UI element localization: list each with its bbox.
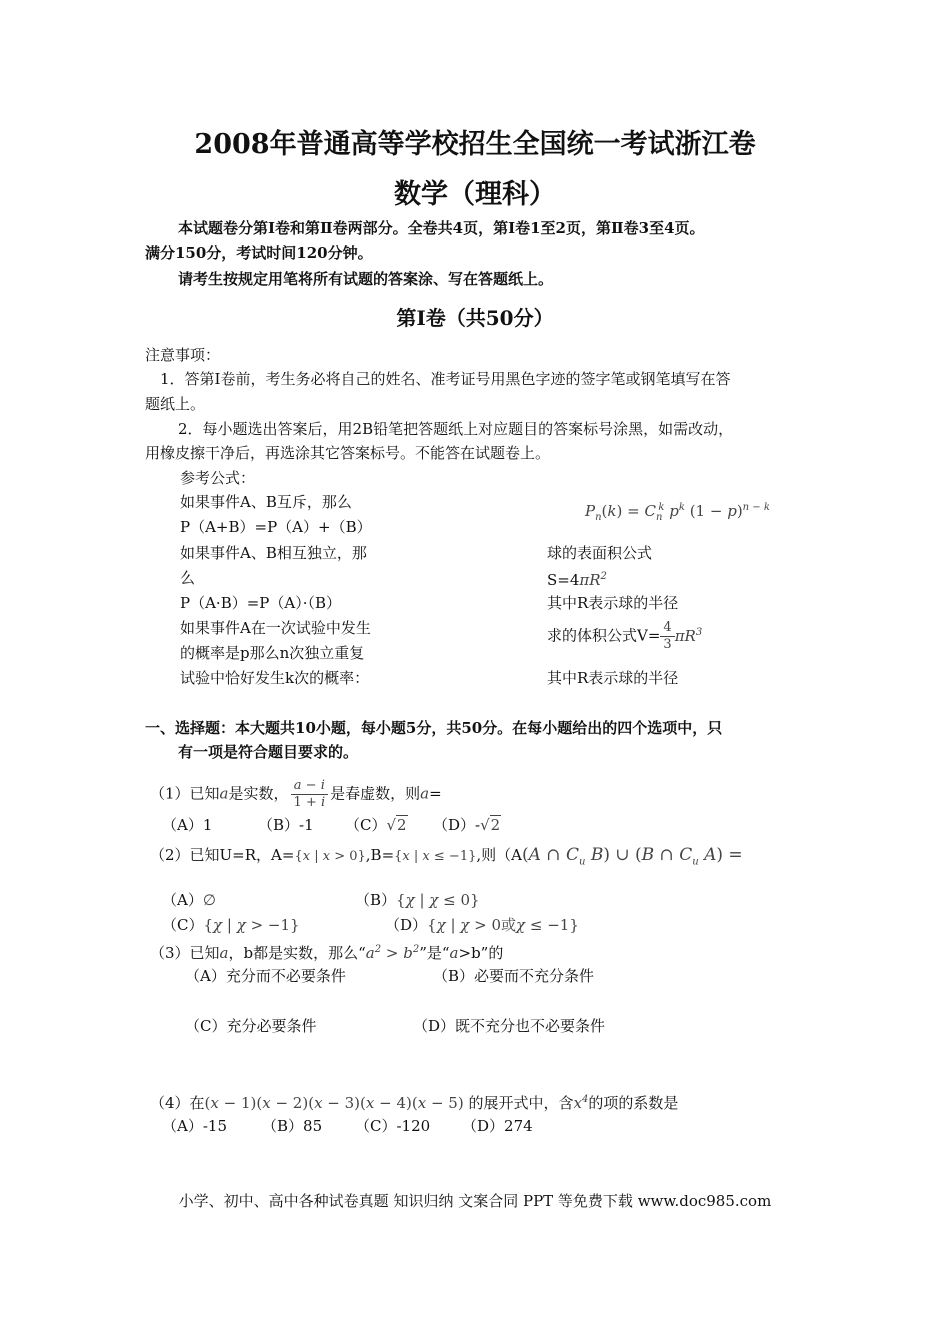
four-thirds-fraction: $\frac{4}{3}$ [660,620,674,653]
formula-right-3: 其中R表示球的半径 [547,594,679,612]
formula-right-4: 求的体积公式V= [547,626,661,645]
q4-option-c: （C）-120 [355,1117,431,1135]
intro-line-2: 满分150分，考试时间120分钟。 [145,244,373,262]
q2-option-d: （D）{χ | χ > 0或χ ≤ −1} [385,916,579,934]
page-subtitle: 数学（理科） [394,179,556,210]
formula-right-2: S=4 [547,571,580,589]
q4-option-b: （B）85 [262,1117,323,1135]
formula-left-1: 如果事件A、B互斥，那么 [180,493,352,511]
q3-option-a: （A）充分而不必要条件 [185,967,346,985]
q4-option-a: （A）-15 [162,1117,227,1135]
question-3-stem: （3）已知a，b都是实数，那么“$a^2 > b^2$”是“a>b”的 [150,944,504,962]
q3-option-d: （D）既不充分也不必要条件 [413,1017,606,1035]
page-title: 2008年普通高等学校招生全国统一考试浙江卷 [194,129,756,160]
q2-text-b: ,B= [365,846,395,864]
formula-left-3: 如果事件A、B相互独立，那 [180,544,367,562]
q2-text-a: （2）已知U=R，A= [150,846,295,864]
q2-option-d-label: （D） [385,916,428,934]
q2-text-c: ,则（A [476,846,522,864]
intro-line-1: 本试题卷分第Ⅰ卷和第Ⅱ卷两部分。全卷共4页，第Ⅰ卷1至2页，第Ⅱ卷3至4页。 [178,219,705,237]
question-1-stem: （1）已知a是实数， $\frac{a - i}{1 + i}$ 是春虚数，则a= [150,778,442,810]
q1-fraction: $\frac{a - i}{1 + i}$ [291,778,329,811]
q1-option-d: （D）-√2 [433,816,501,834]
q2-option-c-label: （C） [162,916,204,934]
part1-line-2: 有一项是符合题目要求的。 [178,743,359,761]
q3-option-c: （C）充分必要条件 [185,1017,317,1035]
question-4-stem: （4）在(x − 1)(x − 2)(x − 3)(x − 4)(x − 5) 的展开式中，含$x^4$的项的系数是 [150,1094,679,1112]
q1-option-c: （C）√2 [345,816,407,834]
q4-text-a: （4）在 [150,1094,205,1112]
formula-right-1: 球的表面积公式 [547,544,653,562]
note-2-line-2: 用橡皮擦干净后，再选涂其它答案标号。不能答在试题卷上。 [145,444,551,462]
formula-left-7: 的概率是p那么n次独立重复 [180,644,365,662]
formula-left-8: 试验中恰好发生k次的概率： [180,669,370,687]
note-1-line-1: 1．答第Ⅰ卷前，考生务必将自己的姓名、准考证号用黑色字迹的签字笔或钢笔填写在答 [160,370,731,388]
binomial-probability-formula: $P_n(k) = C_n^k$ $p^k$ $(1 - p)^{n - k}$ [585,502,770,523]
q1-text-b: 是实数， [228,784,289,803]
formula-right-5: 其中R表示球的半径 [547,669,679,687]
intro-line-3: 请考生按规定用笔将所有试题的答案涂、写在答题纸上。 [178,270,554,288]
q2-option-a-label: （A） [162,891,203,909]
q1-option-b: （B）-1 [258,816,314,834]
page-footer: 小学、初中、高中各种试卷真题 知识归纳 文案合同 PPT 等免费下载 www.doc985.com [178,1192,772,1210]
sphere-volume-formula: 求的体积公式V= $\frac{4}{3}$ $\pi R^3$ [547,620,703,652]
q4-text-b: 的展开式中，含 [468,1094,574,1112]
q1-text-c: 是春虚数，则 [330,784,421,803]
sphere-area-formula: $S=4\pi R^2$ [547,571,607,589]
q4-option-d: （D）274 [462,1117,533,1135]
note-2-line-1: 2．每小题选出答案后，用2B铅笔把答题纸上对应题目的答案标号涂黑，如需改动， [178,420,734,438]
formula-left-4: 么 [180,569,196,587]
part1-line-1: 一、选择题：本大题共10小题，每小题5分，共50分。在每小题给出的四个选项中，只 [145,719,723,737]
formula-left-6: 如果事件A在一次试验中发生 [180,619,371,637]
note-1-line-2: 题纸上。 [145,395,206,413]
q2-option-a: （A）∅ [162,891,216,909]
q3-text-a: （3）已知 [150,944,220,962]
formulas-heading: 参考公式： [180,469,256,487]
q1-text-d: = [429,784,442,803]
q1-option-d-label: （D）- [433,816,481,834]
q1-option-c-label: （C） [345,816,387,834]
q4-text-c: 的项的系数是 [588,1094,679,1112]
q3-text-c: ”是“ [419,944,450,962]
q3-option-b: （B）必要而不充分条件 [433,967,595,985]
q1-option-a: （A）1 [162,816,213,834]
notes-heading: 注意事项： [145,346,221,364]
section-heading: 第Ⅰ卷（共50分） [396,306,554,330]
q1-text-a: （1）已知 [150,784,220,803]
formula-left-5: P（A·B）=P（A）·（B） [180,594,342,612]
q3-text-b: ，b都是实数，那么“ [228,944,366,962]
question-2-stem: （2）已知U=R，A={x | x > 0},B={x | x ≤ −1},则（A(A ∩ $C_u$ B) ∪ (B ∩ $C_u$ A) = [150,845,743,868]
formula-left-2: P（A+B）=P（A）+（B） [180,518,372,536]
q2-option-c: （C）{χ | χ > −1} [162,916,300,934]
q2-option-b-label: （B） [355,891,397,909]
q3-text-d: >b”的 [458,944,504,962]
q2-option-b: （B）{χ | χ ≤ 0} [355,891,480,909]
